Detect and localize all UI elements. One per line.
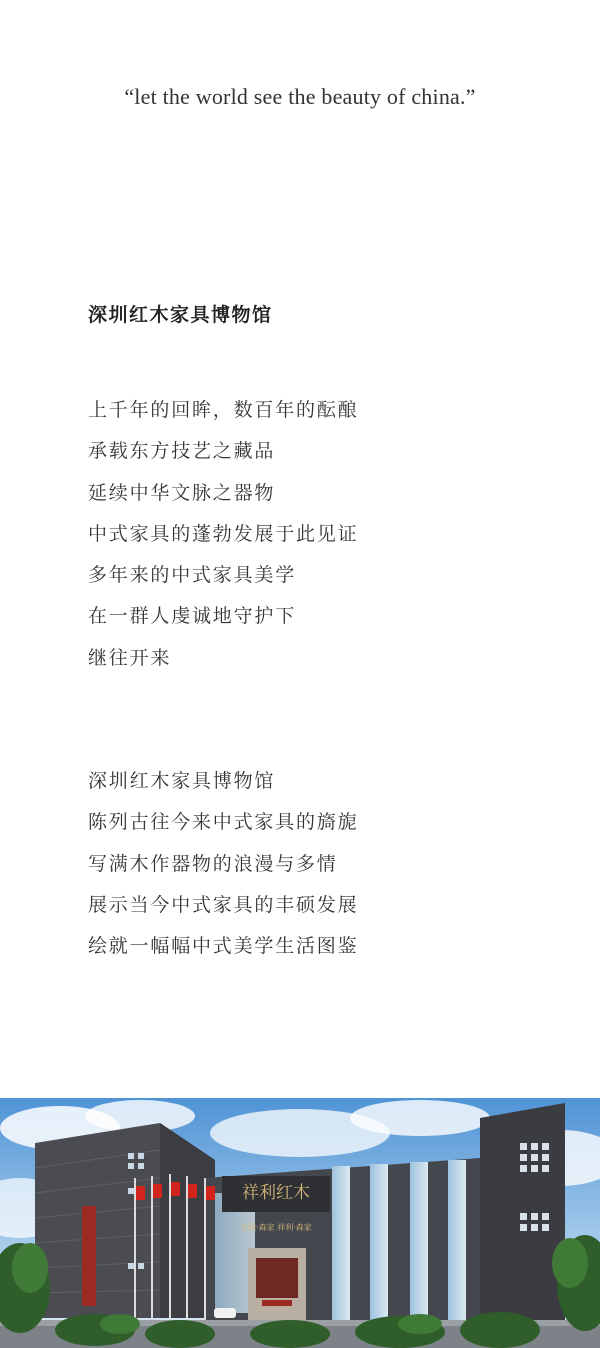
paragraph-line: 绘就一幅幅中式美学生活图鉴 bbox=[88, 935, 359, 958]
quote-text: “let the world see the beauty of china.” bbox=[124, 84, 476, 109]
paragraph-line: 继往开来 bbox=[88, 646, 172, 669]
paragraph-line: 中式家具的蓬勃发展于此见证 bbox=[88, 522, 359, 545]
paragraph-line: 多年来的中式家具美学 bbox=[88, 564, 297, 587]
paragraph-line: 陈列古往今来中式家具的旖旎 bbox=[88, 811, 359, 834]
sign-main-text: 祥利红木 bbox=[242, 1183, 310, 1203]
museum-paragraph bbox=[88, 761, 358, 967]
paragraph-line: 承载东方技艺之藏品 bbox=[88, 440, 276, 463]
paragraph-line: 上千年的回眸，数百年的酝酿 bbox=[88, 399, 359, 421]
paragraph-line: 深圳红木家具博物馆 bbox=[88, 770, 276, 792]
museum-building-photo bbox=[0, 1098, 600, 1348]
paragraph-line: 展示当今中式家具的丰硕发展 bbox=[88, 893, 359, 916]
sign-sub-text: 友联·森家 祥利·森家 bbox=[240, 1223, 312, 1232]
section-heading: 深圳红木家具博物馆 bbox=[88, 304, 273, 326]
intro-paragraph bbox=[88, 390, 358, 679]
paragraph-line: 在一群人虔诚地守护下 bbox=[88, 605, 297, 628]
paragraph-line: 延续中华文脉之器物 bbox=[88, 481, 276, 504]
paragraph-line: 写满木作器物的浪漫与多情 bbox=[88, 852, 338, 875]
